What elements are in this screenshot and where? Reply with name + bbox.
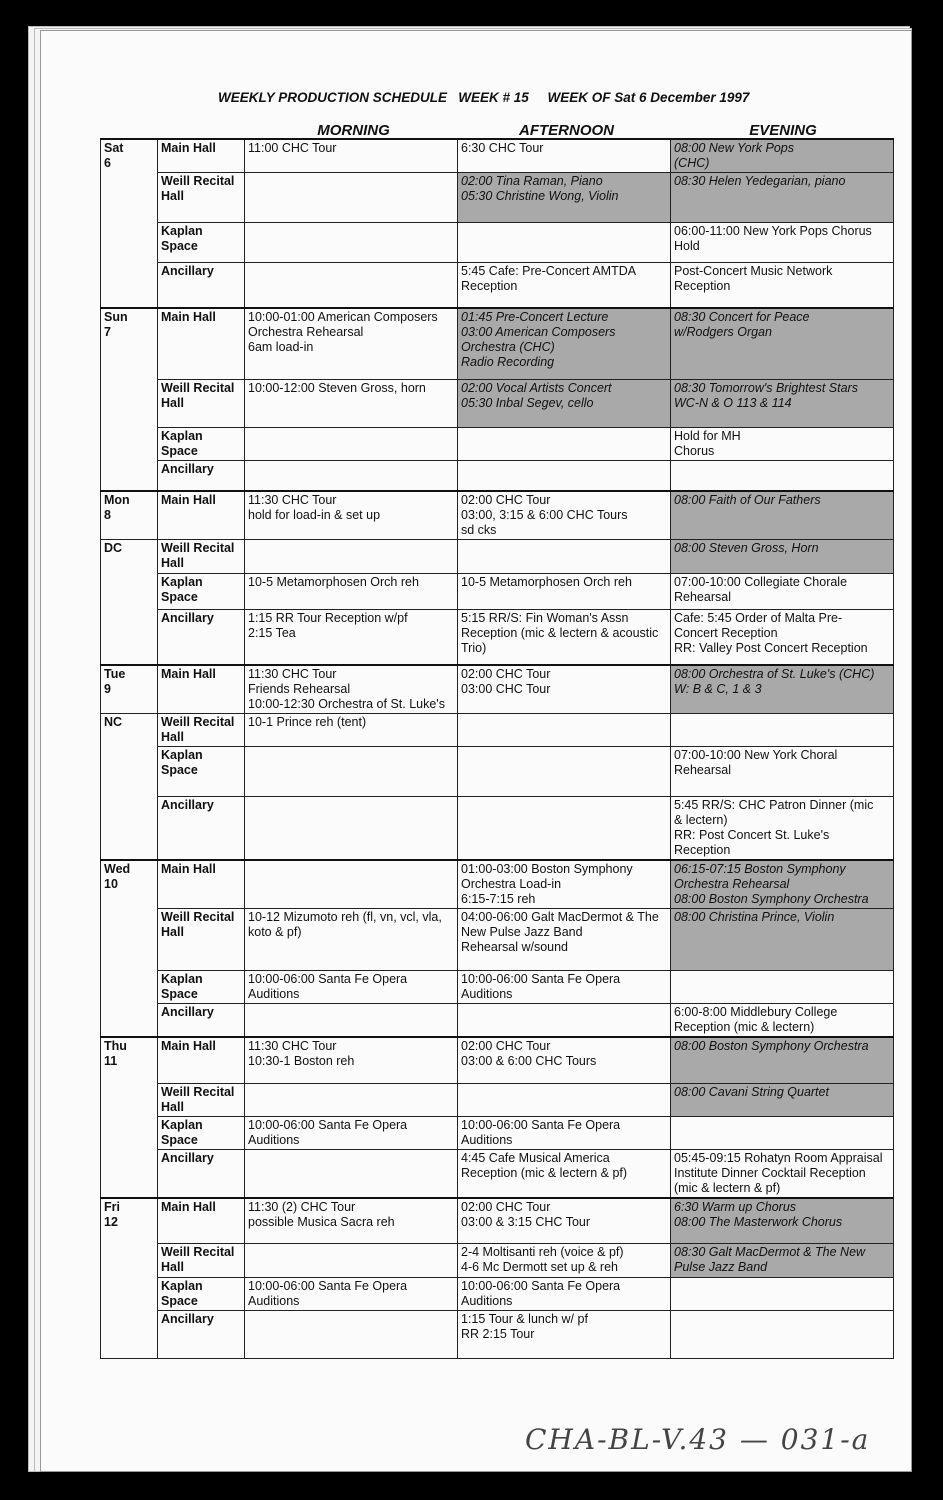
entry-line: Orchestra (CHC) bbox=[461, 339, 555, 354]
entry-line: 08:00 Steven Gross, Horn bbox=[674, 540, 819, 555]
evening-cell bbox=[671, 971, 894, 1004]
entry-line: 7 bbox=[104, 324, 111, 339]
evening-cell bbox=[671, 139, 894, 173]
room-label: Kaplan Space bbox=[158, 573, 245, 609]
afternoon-cell bbox=[458, 380, 671, 428]
entry-line: 5:15 RR/S: Fin Woman's Assn bbox=[461, 610, 629, 625]
entry-line: 4:45 Cafe Musical America bbox=[461, 1150, 610, 1165]
afternoon-cell bbox=[458, 263, 671, 308]
column-header-evening: EVENING bbox=[749, 122, 817, 139]
afternoon-cell bbox=[458, 573, 671, 609]
entry-line: (CHC) bbox=[674, 156, 710, 170]
evening-cell bbox=[671, 308, 894, 380]
room-label: Main Hall bbox=[158, 1037, 245, 1083]
entry-line: 10:00-06:00 Santa Fe Opera bbox=[248, 972, 408, 986]
entry-line: 02:00 Tina Raman, Piano bbox=[461, 174, 603, 188]
room-label: Ancillary bbox=[158, 1004, 245, 1038]
entry-line: 4-6 Mc Dermott set up & reh bbox=[461, 1260, 619, 1274]
entry-line: Radio Recording bbox=[461, 354, 555, 369]
entry-line: Orchestra Rehearsal bbox=[674, 877, 790, 891]
schedule-row bbox=[101, 308, 894, 380]
afternoon-cell bbox=[458, 461, 671, 491]
afternoon-cell bbox=[458, 539, 671, 573]
entry-line: 10:00-06:00 Santa Fe Opera bbox=[248, 1279, 408, 1293]
room-label: Ancillary bbox=[158, 1311, 245, 1359]
entry-line: 2-4 Moltisanti reh (voice & pf) bbox=[461, 1245, 624, 1259]
afternoon-cell bbox=[458, 714, 671, 747]
afternoon-cell bbox=[458, 860, 671, 909]
entry-line: 10-12 Mizumoto reh (fl, vn, vcl, vla, bbox=[248, 910, 442, 924]
entry-line: 6:00-8:00 Middlebury College bbox=[674, 1005, 838, 1019]
evening-cell bbox=[671, 609, 894, 665]
entry-line: 11:30 CHC Tour bbox=[248, 1039, 337, 1053]
day-label bbox=[101, 665, 158, 714]
entry-line: RR: Post Concert St. Luke's bbox=[674, 828, 830, 842]
room-label: Weill Recital Hall bbox=[158, 380, 245, 428]
morning-cell bbox=[245, 539, 458, 573]
entry-line: sd cks bbox=[461, 522, 497, 537]
afternoon-cell bbox=[458, 1149, 671, 1198]
entry-line: 11:30 (2) CHC Tour bbox=[248, 1199, 356, 1214]
room-label: Kaplan Space bbox=[158, 971, 245, 1004]
evening-cell bbox=[671, 1149, 894, 1198]
morning-cell bbox=[245, 1198, 458, 1244]
afternoon-cell bbox=[458, 665, 671, 714]
evening-cell bbox=[671, 1004, 894, 1038]
entry-line: Auditions bbox=[461, 1132, 513, 1147]
day-label bbox=[101, 1037, 158, 1198]
entry-line: 02:00 CHC Tour bbox=[461, 667, 551, 681]
entry-line: 10:00-06:00 Santa Fe Opera bbox=[461, 1279, 621, 1293]
afternoon-cell bbox=[458, 609, 671, 665]
entry-line: 6 bbox=[104, 156, 111, 170]
entry-line: Sun bbox=[104, 309, 128, 324]
entry-line: 03:00 American Composers bbox=[461, 324, 616, 339]
entry-line: 05:30 Inbal Segev, cello bbox=[461, 396, 594, 410]
morning-cell bbox=[245, 747, 458, 797]
entry-line: 07:00-10:00 Collegiate Chorale bbox=[674, 574, 848, 589]
room-label: Ancillary bbox=[158, 461, 245, 491]
entry-line: Tue bbox=[104, 667, 126, 681]
entry-line: 02:00 Vocal Artists Concert bbox=[461, 381, 612, 395]
room-label: Weill Recital Hall bbox=[158, 1244, 245, 1278]
schedule-row bbox=[101, 971, 894, 1004]
entry-line: 03:00, 3:15 & 6:00 CHC Tours bbox=[461, 507, 628, 522]
entry-line: 03:00 CHC Tour bbox=[461, 682, 551, 696]
entry-line: 06:15-07:15 Boston Symphony bbox=[674, 862, 846, 876]
morning-cell bbox=[245, 860, 458, 909]
schedule-row bbox=[101, 1198, 894, 1244]
entry-line: Rehearsal bbox=[674, 589, 731, 604]
evening-cell bbox=[671, 1278, 894, 1311]
entry-line: Reception bbox=[674, 843, 731, 857]
evening-cell bbox=[671, 380, 894, 428]
entry-line: 10:00-06:00 Santa Fe Opera bbox=[461, 1117, 621, 1132]
morning-cell bbox=[245, 461, 458, 491]
evening-cell bbox=[671, 173, 894, 223]
entry-line: 06:00-11:00 New York Pops Chorus bbox=[674, 224, 872, 238]
entry-line: 03:00 & 6:00 CHC Tours bbox=[461, 1054, 597, 1068]
entry-line: 10-5 Metamorphosen Orch reh bbox=[461, 574, 632, 589]
afternoon-cell bbox=[458, 1278, 671, 1311]
entry-line: 04:00-06:00 Galt MacDermot & The bbox=[461, 910, 659, 924]
day-label bbox=[101, 860, 158, 1037]
entry-line: 6:30 Warm up Chorus bbox=[674, 1199, 797, 1214]
schedule-row bbox=[101, 1244, 894, 1278]
morning-cell bbox=[245, 380, 458, 428]
room-label: Main Hall bbox=[158, 665, 245, 714]
entry-line: Pulse Jazz Band bbox=[674, 1260, 768, 1274]
entry-line: Hold bbox=[674, 239, 700, 253]
afternoon-cell bbox=[458, 1244, 671, 1278]
morning-cell bbox=[245, 173, 458, 223]
entry-line: Reception bbox=[461, 279, 518, 293]
entry-line: 10:00-12:00 Steven Gross, horn bbox=[248, 381, 426, 395]
evening-cell bbox=[671, 797, 894, 861]
evening-cell bbox=[671, 461, 894, 491]
schedule-row bbox=[101, 1037, 894, 1083]
afternoon-cell bbox=[458, 747, 671, 797]
production-schedule-table bbox=[100, 138, 894, 1359]
schedule-row bbox=[101, 609, 894, 665]
day-label bbox=[101, 1198, 158, 1359]
entry-line: Rehearsal w/sound bbox=[461, 940, 569, 954]
morning-cell bbox=[245, 609, 458, 665]
entry-line: RR 2:15 Tour bbox=[461, 1327, 535, 1341]
afternoon-cell bbox=[458, 1083, 671, 1116]
entry-line: 1:15 Tour & lunch w/ pf bbox=[461, 1312, 588, 1326]
morning-cell bbox=[245, 491, 458, 540]
room-label: Kaplan Space bbox=[158, 1278, 245, 1311]
schedule-row bbox=[101, 380, 894, 428]
schedule-row bbox=[101, 909, 894, 971]
entry-line: RR: Valley Post Concert Reception bbox=[674, 640, 868, 655]
day-label bbox=[101, 491, 158, 540]
entry-line: Post-Concert Music Network bbox=[674, 264, 833, 278]
schedule-row bbox=[101, 573, 894, 609]
entry-line: 08:00 Orchestra of St. Luke's (CHC) bbox=[674, 667, 875, 681]
entry-line: Orchestra Rehearsal bbox=[248, 324, 364, 339]
entry-line: 02:00 CHC Tour bbox=[461, 1039, 551, 1053]
entry-line: possible Musica Sacra reh bbox=[248, 1214, 395, 1229]
entry-line: 10:00-06:00 Santa Fe Opera bbox=[248, 1117, 408, 1132]
morning-cell bbox=[245, 1083, 458, 1116]
room-label: Kaplan Space bbox=[158, 1116, 245, 1149]
room-label: Kaplan Space bbox=[158, 428, 245, 461]
day-label bbox=[101, 539, 158, 665]
handwritten-archive-number: CHA-BL-V.43 — 031-a bbox=[525, 1423, 871, 1456]
afternoon-cell bbox=[458, 1198, 671, 1244]
entry-line: 08:30 Helen Yedegarian, piano bbox=[674, 174, 846, 188]
room-label: Weill Recital Hall bbox=[158, 173, 245, 223]
schedule-row bbox=[101, 747, 894, 797]
entry-line: Chorus bbox=[674, 444, 715, 458]
room-label: Ancillary bbox=[158, 1149, 245, 1198]
entry-line: W: B & C, 1 & 3 bbox=[674, 682, 762, 696]
morning-cell bbox=[245, 1149, 458, 1198]
entry-line: & lectern) bbox=[674, 813, 728, 827]
day-label bbox=[101, 139, 158, 308]
entry-line: 08:30 Galt MacDermot & The New bbox=[674, 1245, 866, 1259]
schedule-row bbox=[101, 539, 894, 573]
schedule-row bbox=[101, 714, 894, 747]
morning-cell bbox=[245, 1244, 458, 1278]
morning-cell bbox=[245, 573, 458, 609]
entry-line: 6:30 CHC Tour bbox=[461, 141, 544, 155]
entry-line: 9 bbox=[104, 682, 111, 696]
entry-line: 08:30 Tomorrow's Brightest Stars bbox=[674, 381, 858, 395]
entry-line: Auditions bbox=[248, 1132, 300, 1147]
entry-line: Auditions bbox=[461, 1294, 513, 1308]
entry-line: 02:00 CHC Tour bbox=[461, 1199, 551, 1214]
entry-line: 5:45 Cafe: Pre-Concert AMTDA bbox=[461, 264, 637, 278]
morning-cell bbox=[245, 1004, 458, 1038]
entry-line: DC bbox=[104, 540, 123, 555]
entry-line: Reception (mic & lectern) bbox=[674, 1020, 815, 1034]
schedule-title: WEEKLY PRODUCTION SCHEDULE WEEK # 15 WEEK OF Sat 6 December 1997 bbox=[218, 90, 750, 105]
schedule-row bbox=[101, 461, 894, 491]
afternoon-cell bbox=[458, 1311, 671, 1359]
schedule-row bbox=[101, 263, 894, 308]
entry-line: Hold for MH bbox=[674, 429, 741, 443]
column-header-morning: MORNING bbox=[317, 122, 390, 139]
entry-line: 10-1 Prince reh (tent) bbox=[248, 715, 367, 729]
evening-cell bbox=[671, 223, 894, 263]
morning-cell bbox=[245, 971, 458, 1004]
room-label: Main Hall bbox=[158, 491, 245, 540]
entry-line: 1:15 RR Tour Reception w/pf bbox=[248, 610, 408, 625]
evening-cell bbox=[671, 263, 894, 308]
afternoon-cell bbox=[458, 909, 671, 971]
entry-line: 11 bbox=[104, 1054, 118, 1068]
afternoon-cell bbox=[458, 308, 671, 380]
entry-line: 10 bbox=[104, 877, 118, 891]
afternoon-cell bbox=[458, 428, 671, 461]
afternoon-cell bbox=[458, 491, 671, 540]
entry-line: Auditions bbox=[248, 987, 300, 1001]
room-label: Weill Recital Hall bbox=[158, 539, 245, 573]
afternoon-cell bbox=[458, 1116, 671, 1149]
morning-cell bbox=[245, 797, 458, 861]
entry-line: 10:30-1 Boston reh bbox=[248, 1054, 355, 1068]
schedule-row bbox=[101, 860, 894, 909]
evening-cell bbox=[671, 665, 894, 714]
entry-line: 11:30 CHC Tour bbox=[248, 667, 337, 681]
entry-line: Fri bbox=[104, 1199, 120, 1214]
entry-line: Reception (mic & lectern & acoustic bbox=[461, 625, 659, 640]
entry-line: 10-5 Metamorphosen Orch reh bbox=[248, 574, 419, 589]
schedule-row bbox=[101, 1278, 894, 1311]
morning-cell bbox=[245, 909, 458, 971]
entry-line: 08:00 The Masterwork Chorus bbox=[674, 1214, 843, 1229]
morning-cell bbox=[245, 1037, 458, 1083]
entry-line: Cafe: 5:45 Order of Malta Pre- bbox=[674, 610, 843, 625]
evening-cell bbox=[671, 1037, 894, 1083]
morning-cell bbox=[245, 1116, 458, 1149]
schedule-row bbox=[101, 665, 894, 714]
afternoon-cell bbox=[458, 1004, 671, 1038]
entry-line: (mic & lectern & pf) bbox=[674, 1180, 781, 1195]
entry-line: 6:15-7:15 reh bbox=[461, 892, 536, 906]
morning-cell bbox=[245, 308, 458, 380]
column-header-afternoon: AFTERNOON bbox=[519, 122, 614, 139]
afternoon-cell bbox=[458, 1037, 671, 1083]
entry-line: 08:00 Faith of Our Fathers bbox=[674, 492, 821, 507]
entry-line: 08:00 Boston Symphony Orchestra bbox=[674, 892, 869, 906]
evening-cell bbox=[671, 747, 894, 797]
entry-line: Concert Reception bbox=[674, 625, 778, 640]
evening-cell bbox=[671, 539, 894, 573]
entry-line: 08:00 Christina Prince, Violin bbox=[674, 910, 835, 924]
entry-line: 10:00-01:00 American Composers bbox=[248, 309, 438, 324]
entry-line: Auditions bbox=[248, 1294, 300, 1308]
entry-line: Wed bbox=[104, 862, 131, 876]
afternoon-cell bbox=[458, 223, 671, 263]
entry-line: hold for load-in & set up bbox=[248, 507, 381, 522]
entry-line: Reception bbox=[674, 279, 731, 293]
entry-line: Auditions bbox=[461, 987, 513, 1001]
evening-cell bbox=[671, 573, 894, 609]
entry-line: Friends Rehearsal bbox=[248, 682, 351, 696]
morning-cell bbox=[245, 428, 458, 461]
entry-line: 10:00-06:00 Santa Fe Opera bbox=[461, 972, 621, 986]
schedule-row bbox=[101, 491, 894, 540]
room-label: Weill Recital Hall bbox=[158, 714, 245, 747]
schedule-row bbox=[101, 797, 894, 861]
room-label: Ancillary bbox=[158, 609, 245, 665]
schedule-row bbox=[101, 139, 894, 173]
room-label: Kaplan Space bbox=[158, 223, 245, 263]
schedule-row bbox=[101, 1004, 894, 1038]
entry-line: 05:45-09:15 Rohatyn Room Appraisal bbox=[674, 1150, 883, 1165]
entry-line: NC bbox=[104, 715, 123, 729]
evening-cell bbox=[671, 1083, 894, 1116]
evening-cell bbox=[671, 909, 894, 971]
morning-cell bbox=[245, 1311, 458, 1359]
evening-cell bbox=[671, 1116, 894, 1149]
entry-line: 05:30 Christine Wong, Violin bbox=[461, 189, 619, 203]
morning-cell bbox=[245, 714, 458, 747]
evening-cell bbox=[671, 491, 894, 540]
entry-line: 02:00 CHC Tour bbox=[461, 492, 551, 507]
entry-line: 8 bbox=[104, 507, 111, 522]
entry-line: 12 bbox=[104, 1214, 118, 1229]
schedule-row bbox=[101, 428, 894, 461]
day-label bbox=[101, 714, 158, 861]
entry-line: Trio) bbox=[461, 640, 487, 655]
room-label: Kaplan Space bbox=[158, 747, 245, 797]
entry-line: WC-N & O 113 & 114 bbox=[674, 396, 792, 410]
room-label: Main Hall bbox=[158, 1198, 245, 1244]
entry-line: 08:00 New York Pops bbox=[674, 141, 794, 155]
schedule-row bbox=[101, 173, 894, 223]
entry-line: Reception (mic & lectern & pf) bbox=[461, 1165, 628, 1180]
evening-cell bbox=[671, 860, 894, 909]
entry-line: New Pulse Jazz Band bbox=[461, 925, 583, 939]
entry-line: 2:15 Tea bbox=[248, 625, 296, 640]
evening-cell bbox=[671, 1198, 894, 1244]
evening-cell bbox=[671, 428, 894, 461]
entry-line: 10:00-12:30 Orchestra of St. Luke's bbox=[248, 697, 445, 711]
evening-cell bbox=[671, 1244, 894, 1278]
morning-cell bbox=[245, 223, 458, 263]
day-label bbox=[101, 308, 158, 491]
room-label: Weill Recital Hall bbox=[158, 909, 245, 971]
entry-line: w/Rodgers Organ bbox=[674, 324, 772, 339]
morning-cell bbox=[245, 263, 458, 308]
room-label: Ancillary bbox=[158, 797, 245, 861]
room-label: Main Hall bbox=[158, 308, 245, 380]
schedule-row bbox=[101, 1311, 894, 1359]
entry-line: 5:45 RR/S: CHC Patron Dinner (mic bbox=[674, 798, 874, 812]
entry-line: koto & pf) bbox=[248, 925, 302, 939]
entry-line: Sat bbox=[104, 141, 124, 155]
afternoon-cell bbox=[458, 173, 671, 223]
evening-cell bbox=[671, 714, 894, 747]
morning-cell bbox=[245, 1278, 458, 1311]
entry-line: 07:00-10:00 New York Choral bbox=[674, 748, 838, 762]
entry-line: 11:30 CHC Tour bbox=[248, 492, 337, 507]
schedule-row bbox=[101, 1083, 894, 1116]
entry-line: 08:00 Boston Symphony Orchestra bbox=[674, 1039, 869, 1053]
evening-cell bbox=[671, 1311, 894, 1359]
room-label: Main Hall bbox=[158, 139, 245, 173]
entry-line: Institute Dinner Cocktail Reception bbox=[674, 1165, 866, 1180]
room-label: Weill Recital Hall bbox=[158, 1083, 245, 1116]
afternoon-cell bbox=[458, 139, 671, 173]
entry-line: Mon bbox=[104, 492, 130, 507]
morning-cell bbox=[245, 139, 458, 173]
entry-line: 6am load-in bbox=[248, 339, 314, 354]
morning-cell bbox=[245, 665, 458, 714]
afternoon-cell bbox=[458, 971, 671, 1004]
schedule-row bbox=[101, 223, 894, 263]
entry-line: 08:30 Concert for Peace bbox=[674, 309, 810, 324]
room-label: Main Hall bbox=[158, 860, 245, 909]
afternoon-cell bbox=[458, 797, 671, 861]
entry-line: 11:00 CHC Tour bbox=[248, 141, 337, 155]
schedule-row bbox=[101, 1149, 894, 1198]
entry-line: Orchestra Load-in bbox=[461, 877, 562, 891]
entry-line: 01:45 Pre-Concert Lecture bbox=[461, 309, 609, 324]
entry-line: Thu bbox=[104, 1039, 127, 1053]
entry-line: 03:00 & 3:15 CHC Tour bbox=[461, 1214, 591, 1229]
entry-line: Rehearsal bbox=[674, 763, 731, 777]
entry-line: 08:00 Cavani String Quartet bbox=[674, 1084, 829, 1099]
room-label: Ancillary bbox=[158, 263, 245, 308]
schedule-row bbox=[101, 1116, 894, 1149]
entry-line: 01:00-03:00 Boston Symphony bbox=[461, 862, 633, 876]
